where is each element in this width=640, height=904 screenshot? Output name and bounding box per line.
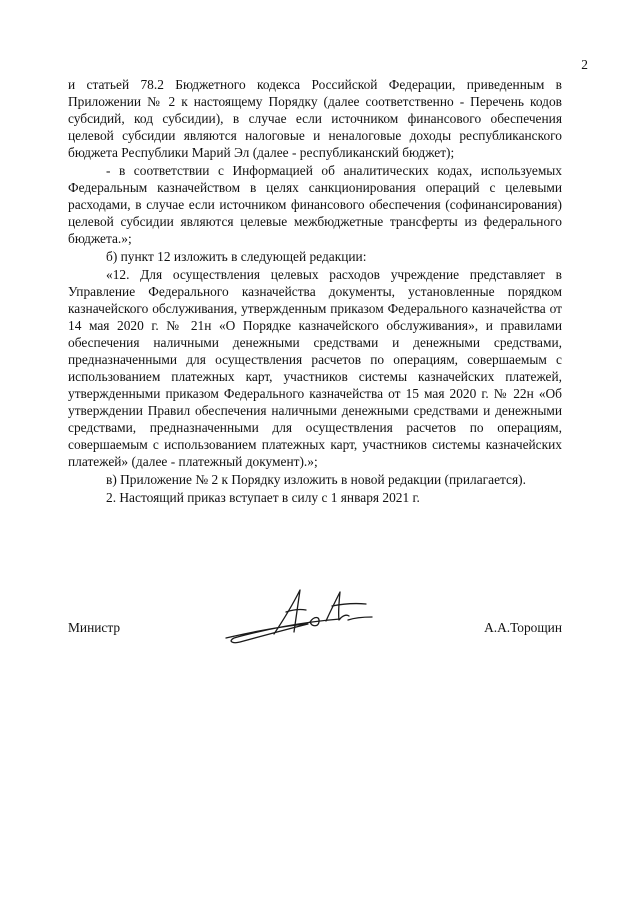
signer-position: Министр <box>68 620 121 635</box>
signature-block <box>68 586 562 656</box>
paragraph-effective-date: 2. Настоящий приказ вступает в силу с 1 января 2021 г. <box>106 490 420 505</box>
paragraph-item-v: в) Приложение № 2 к Порядку изложить в новой редакции (прилагается). <box>106 472 526 487</box>
document-body <box>68 76 562 506</box>
page-number: 2 <box>581 57 588 72</box>
paragraph-item-b: б) пункт 12 изложить в следующей редакции: <box>106 249 367 264</box>
paragraph-point-12: «12. Для осуществления целевых расходов учреждение представляет в Управление Федерального казначейства документы, установленные порядком казначейского обслуживания, утвержденным приказом Федерального казначейства от 14 мая 2020 г. № 21н «О Порядке казначейского обслуживания», и правилами обеспечения наличными денежными средствами и денежными средствами, предназначенными для осуществления расчетов по операциям, совершаемым с использованием платежных карт, участников системы казначейских платежей, утвержденными приказом Федерального казначейства от 15 мая 2020 г. № 22н «Об утверждении Правил обеспечения наличными денежными средствами и денежными средствами, предназначенными для осуществления расчетов по операциям, совершаемым с использованием платежных карт, участников системы казначейских платежей» (далее - платежный документ).»; <box>68 267 562 469</box>
handwritten-signature <box>222 586 392 656</box>
paragraph-analytic-codes: - в соответствии с Информацией об аналитических кодах, используемых Федеральным казначейством в целях санкционирования операций с целевыми расходами, в случае если источником финансового обеспечения (софинансирования) целевой субсидии являются целевые межбюджетные трансферты из федерального бюджета.»; <box>68 163 562 246</box>
signer-name: А.А.Торощин <box>484 620 562 635</box>
paragraph-continuation: и статьей 78.2 Бюджетного кодекса Российской Федерации, приведенным в Приложении № 2 к настоящему Порядку (далее соответственно - Перечень кодов субсидий, код субсидии), в случае если источником финансового обеспечения целевой субсидии являются налоговые и неналоговые доходы республиканского бюджета Республики Марий Эл (далее - республиканский бюджет); <box>68 77 562 160</box>
